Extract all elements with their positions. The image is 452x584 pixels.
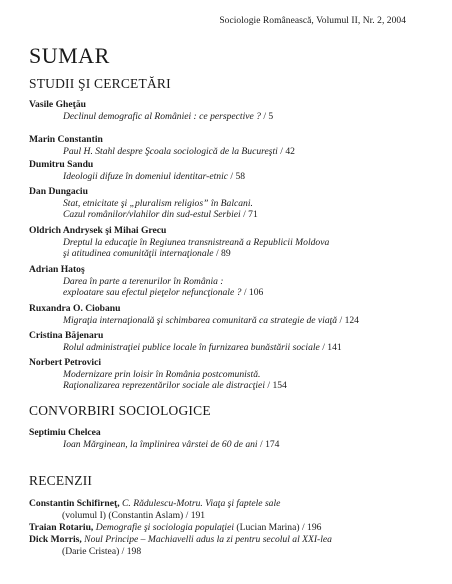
section-heading-studies: STUDII ŞI CERCETĂRI	[29, 76, 171, 91]
article-title-line: Stat, etnicitate şi „pluralism religios” în Balcani.	[63, 197, 253, 209]
section-heading-conversations: CONVORBIRI SOCIOLOGICE	[29, 403, 211, 418]
page-number: 141	[327, 341, 342, 353]
review-continuation: (volumul I) (Constantin Aslam) / 191	[62, 509, 206, 521]
entry-article: Modernizare prin loisir în România postcomunistă. Raţionalizarea reprezentărilor sociale ale distracţiei / 154	[29, 369, 429, 392]
article-title-line: Modernizare prin loisir în România postcomunistă.	[63, 368, 261, 380]
page-number: 42	[285, 145, 295, 157]
entry-article: Rolul administraţiei publice locale în furnizarea bunăstării sociale / 141	[63, 341, 342, 353]
entry-article: Declinul demografic al României : ce perspective ? / 5	[63, 110, 274, 122]
review-entry	[29, 498, 429, 521]
toc-entry	[29, 159, 429, 182]
review-book-title: Demografie şi sociologia populaţiei	[95, 522, 235, 533]
review-author: Constantin Schifirneţ,	[29, 498, 120, 509]
article-title-line: Rolul administraţiei publice locale în furnizarea bunăstării sociale	[63, 341, 320, 353]
entry-author: Norbert Petrovici	[29, 357, 102, 368]
entry-author: Marin Constantin	[29, 134, 103, 145]
page-number: 71	[248, 209, 258, 220]
article-title-line: Paul H. Stahl despre Şcoala sociologică de la Bucureşti	[63, 145, 278, 157]
page-number: 5	[268, 110, 274, 122]
page-number: 106	[248, 287, 264, 298]
article-title-line: Darea în parte a terenurilor în România :	[63, 275, 224, 287]
toc-entry	[29, 357, 429, 392]
entry-author: Septimiu Chelcea	[29, 427, 101, 438]
article-title-line: Ioan Mărginean, la împlinirea vârstei de 60 de ani	[63, 438, 258, 450]
entry-article: Darea în parte a terenurilor în România : exploatare sau efectul pieţelor nefuncţionale ? / 106	[29, 276, 429, 299]
toc-entry	[29, 264, 429, 299]
entry-author: Oldrich Andrysek şi Mihai Grecu	[29, 225, 167, 236]
page-title: SUMAR	[29, 43, 110, 68]
review-book-title: Noul Principe – Machiavelli adus la zi pentru secolul al XXI-lea	[84, 534, 332, 545]
review-author: Dick Morris,	[29, 534, 82, 545]
section-heading-reviews: RECENZII	[29, 473, 93, 488]
running-header: Sociologie Românească, Volumul II, Nr. 2, 2004	[219, 16, 406, 26]
review-entry	[29, 522, 429, 534]
entry-author: Ruxandra O. Ciobanu	[29, 303, 121, 314]
article-title-line: şi atitudinea comunităţii internaţionale	[63, 248, 214, 259]
review-entry	[29, 534, 429, 557]
page-number: 58	[235, 170, 246, 182]
review-book-title: C. Rădulescu-Motru. Viaţa şi faptele sale	[122, 498, 281, 509]
entry-author: Dumitru Sandu	[29, 159, 94, 170]
article-title-line: exploatare sau efectul pieţelor nefuncţionale ?	[63, 287, 242, 298]
entry-author: Vasile Gheţău	[29, 99, 86, 110]
entry-author: Dan Dungaciu	[29, 186, 88, 197]
toc-entry	[29, 186, 429, 221]
entry-article: Stat, etnicitate şi „pluralism religios” în Balcani. Cazul românilor/vlahilor din sud-estul Serbiei / 71	[29, 198, 429, 221]
article-title-line: Declinul demografic al României : ce perspective ?	[63, 110, 261, 122]
entry-article: Dreptul la educaţie în Regiunea transnistreană a Republicii Moldova şi atitudinea comunităţii internaţionale / 89	[29, 237, 429, 260]
toc-entry	[29, 134, 429, 157]
review-author: Traian Rotariu,	[29, 522, 94, 533]
page-number: 124	[344, 314, 359, 326]
entry-article: Migraţia internaţională şi schimbarea comunitară ca strategie de viaţă / 124	[63, 314, 359, 326]
article-title-line: Migraţia internaţională şi schimbarea comunitară ca strategie de viaţă	[63, 314, 338, 326]
toc-entry	[29, 427, 429, 450]
article-title-line: Raţionalizarea reprezentărilor sociale ale distracţiei	[63, 380, 265, 391]
review-continuation: (Darie Cristea) / 198	[62, 545, 142, 557]
page-number: 174	[265, 438, 280, 450]
entry-author: Cristina Băjenaru	[29, 330, 104, 341]
entry-article: Ioan Mărginean, la împlinirea vârstei de 60 de ani / 174	[63, 438, 280, 450]
article-title-line: Dreptul la educaţie în Regiunea transnistreană a Republicii Moldova	[63, 236, 330, 248]
toc-entry	[29, 225, 429, 260]
review-tail: (Lucian Marina) / 196	[234, 522, 322, 533]
article-title-line: Cazul românilor/vlahilor din sud-estul Serbiei	[63, 209, 241, 220]
page-number: 154	[272, 380, 287, 391]
toc-entry	[29, 330, 429, 353]
toc-entry	[29, 99, 429, 122]
entry-author: Adrian Hatoş	[29, 264, 85, 275]
article-title-line: Ideologii difuze în domeniul identitar-etnic	[63, 170, 229, 182]
entry-article: Ideologii difuze în domeniul identitar-etnic / 58	[63, 170, 246, 182]
page-number: 89	[221, 248, 231, 259]
toc-entry	[29, 303, 429, 326]
entry-article: Paul H. Stahl despre Şcoala sociologică de la Bucureşti / 42	[63, 145, 295, 157]
